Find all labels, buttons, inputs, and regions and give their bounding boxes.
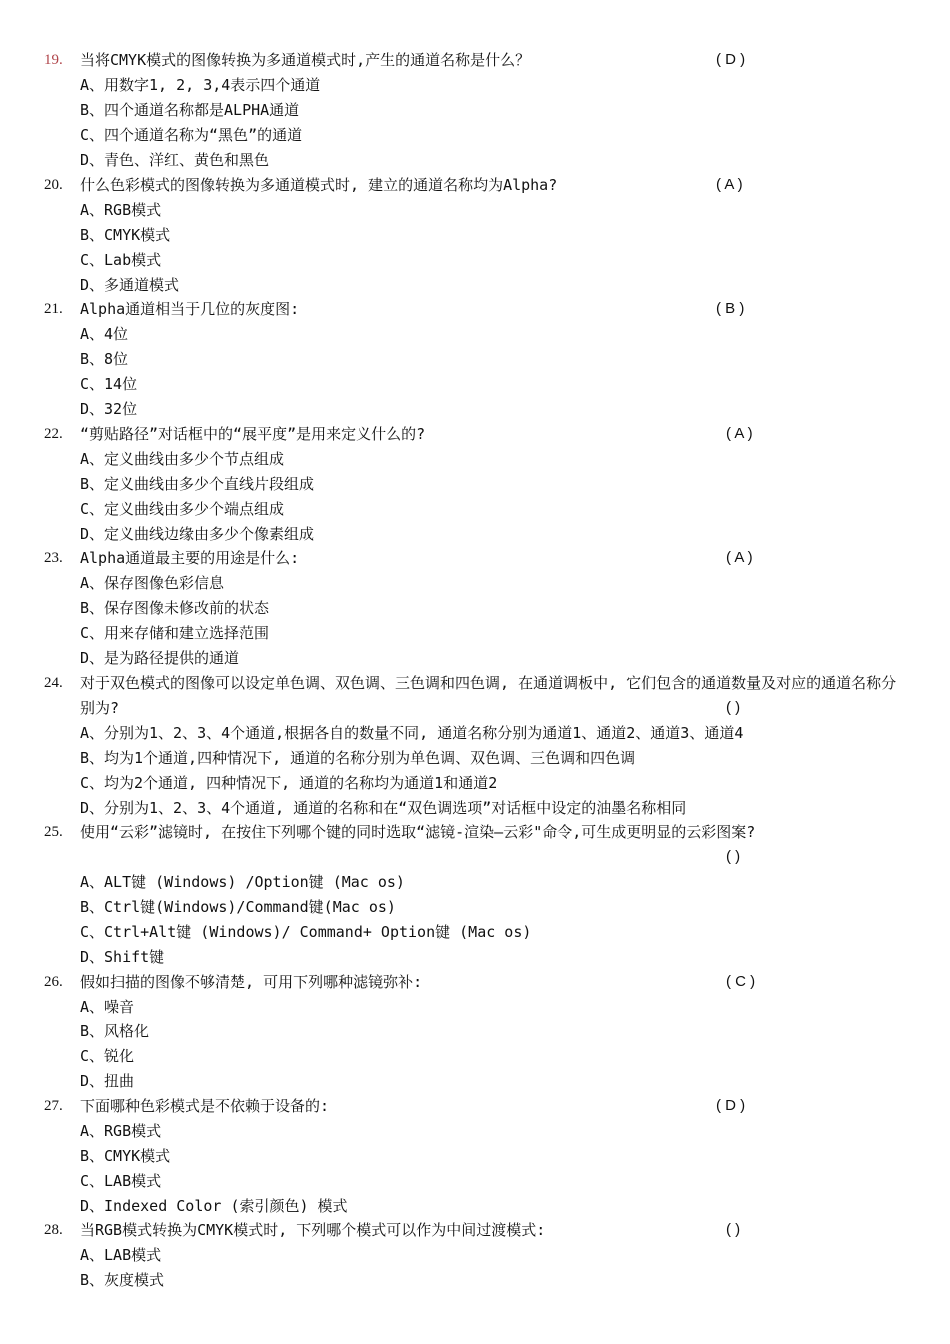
answer-bracket: ( C ) [726,973,756,990]
option-a: A、RGB模式 [80,201,162,219]
answer-bracket: ( B ) [716,300,745,317]
option-a: A、LAB模式 [80,1246,162,1264]
answer-bracket: ( A ) [716,176,743,193]
question-number: 23. [44,550,63,566]
question-number: 20. [44,177,63,193]
option-d: D、多通道模式 [80,276,180,294]
question-text: Alpha通道最主要的用途是什么: [80,549,300,567]
question-number: 26. [44,974,63,990]
option-c: C、四个通道名称为“黑色”的通道 [80,126,303,144]
answer-bracket: ( D ) [716,1097,746,1114]
option-c: C、Ctrl+Alt键 (Windows)/ Command+ Option键 (Mac os) [80,923,532,941]
question-number: 25. [44,824,63,840]
answer-bracket: ( ) [726,699,741,716]
option-a: A、RGB模式 [80,1122,162,1140]
option-b: B、保存图像未修改前的状态 [80,599,270,617]
option-c: C、定义曲线由多少个端点组成 [80,500,285,518]
question-text: Alpha通道相当于几位的灰度图: [80,300,300,318]
option-a: A、4位 [80,325,129,343]
option-d: D、扭曲 [80,1072,135,1090]
option-d: D、青色、洋红、黄色和黑色 [80,151,270,169]
answer-bracket: ( D ) [716,51,746,68]
question-text: 下面哪种色彩模式是不依赖于设备的: [80,1097,330,1115]
option-d: D、分别为1、2、3、4个通道, 通道的名称和在“双色调选项”对话框中设定的油墨名称相同 [80,799,687,817]
option-c: C、用来存储和建立选择范围 [80,624,270,642]
option-a: A、分别为1、2、3、4个通道,根据各自的数量不同, 通道名称分别为通道1、通道2、通道3、通道4 [80,724,744,742]
question-text: 当RGB模式转换为CMYK模式时, 下列哪个模式可以作为中间过渡模式: [80,1221,546,1239]
option-c: C、均为2个通道, 四种情况下, 通道的名称均为通道1和通道2 [80,774,498,792]
answer-bracket: ( A ) [726,549,753,566]
option-d: D、Indexed Color (索引颜色) 模式 [80,1197,348,1215]
option-b: B、风格化 [80,1022,150,1040]
question-number: 28. [44,1222,63,1238]
option-d: D、32位 [80,400,138,418]
option-d: D、Shift键 [80,948,165,966]
option-a: A、定义曲线由多少个节点组成 [80,450,285,468]
option-b: B、均为1个通道,四种情况下, 通道的名称分别为单色调、双色调、三色调和四色调 [80,749,636,767]
option-c: C、LAB模式 [80,1172,162,1190]
question-number: 22. [44,426,63,442]
option-a: A、ALT键 (Windows) /Option键 (Mac os) [80,873,405,891]
question-text: 使用“云彩”滤镜时, 在按住下列哪个键的同时选取“滤镜-渲染—云彩"命令,可生成更明显的云彩图案? [80,823,756,841]
option-b: B、定义曲线由多少个直线片段组成 [80,475,315,493]
question-number: 19. [44,52,63,68]
option-b: B、Ctrl键(Windows)/Command键(Mac os) [80,898,396,916]
option-b: B、CMYK模式 [80,226,171,244]
option-a: A、噪音 [80,998,135,1016]
question-text: 什么色彩模式的图像转换为多通道模式时, 建立的通道名称均为Alpha? [80,176,558,194]
question-text: 假如扫描的图像不够清楚, 可用下列哪种滤镜弥补: [80,973,423,991]
answer-bracket: ( ) [726,1221,741,1238]
option-a: A、保存图像色彩信息 [80,574,225,592]
option-d: D、定义曲线边缘由多少个像素组成 [80,525,315,543]
option-c: C、Lab模式 [80,251,162,269]
question-text: 当将CMYK模式的图像转换为多通道模式时,产生的通道名称是什么？ [80,51,531,69]
question-number: 27. [44,1098,63,1114]
answer-bracket: ( A ) [726,425,753,442]
question-text: 对于双色模式的图像可以设定单色调、双色调、三色调和四色调, 在通道调板中, 它们包含的通道数量及对应的通道名称分别为? [80,674,897,717]
option-d: D、是为路径提供的通道 [80,649,240,667]
question-number: 21. [44,301,63,317]
option-b: B、8位 [80,350,129,368]
option-b: B、CMYK模式 [80,1147,171,1165]
option-c: C、锐化 [80,1047,135,1065]
answer-bracket: ( ) [726,848,741,865]
question-text: “剪贴路径”对话框中的“展平度”是用来定义什么的? [80,425,426,443]
option-a: A、用数字1, 2, 3,4表示四个通道 [80,76,321,94]
option-c: C、14位 [80,375,138,393]
option-b: B、灰度模式 [80,1271,165,1289]
question-number: 24. [44,675,63,691]
option-b: B、四个通道名称都是ALPHA通道 [80,101,300,119]
